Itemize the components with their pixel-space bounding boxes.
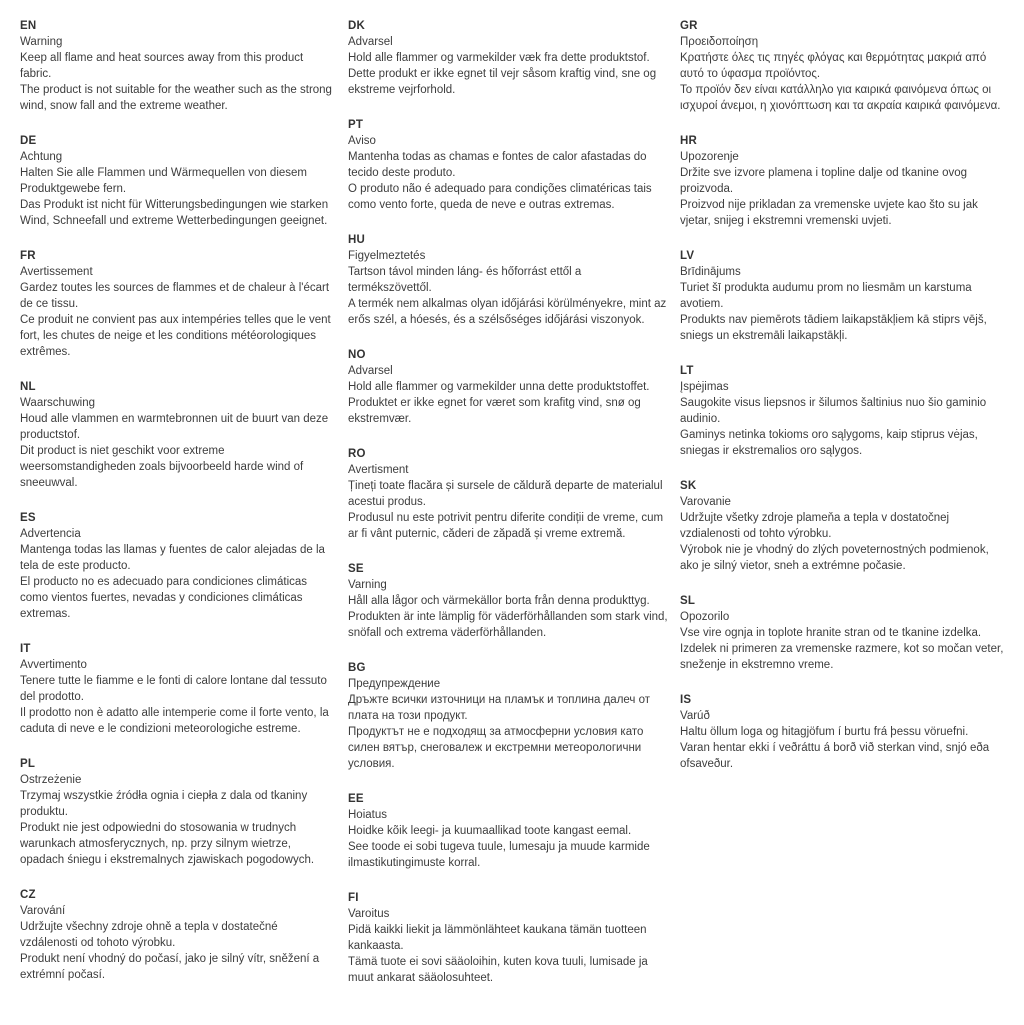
warning-paragraph: Ce produit ne convient pas aux intempéries telles que le vent fort, les chutes de neige et les conditions météorologiques extrêmes. xyxy=(20,314,331,358)
warning-title: Figyelmeztetés xyxy=(348,250,426,262)
column xyxy=(680,18,1010,1005)
language-code: RO xyxy=(348,448,366,460)
language-block xyxy=(20,133,336,229)
warning-paragraph: Mantenha todas as chamas e fontes de calor afastadas do tecido deste produto. xyxy=(348,151,647,179)
language-block xyxy=(680,692,1010,772)
warning-title: Ostrzeżenie xyxy=(20,774,82,786)
warning-paragraph: Das Produkt ist nicht für Witterungsbedingungen wie starken Wind, Schneefall und extreme Wetterbedingungen geeignet. xyxy=(20,199,329,227)
language-block xyxy=(680,248,1010,344)
language-block xyxy=(20,379,336,491)
language-block xyxy=(20,248,336,360)
language-block xyxy=(348,18,668,98)
language-block xyxy=(680,363,1010,459)
warning-paragraph: Proizvod nije prikladan za vremenske uvjete kao što su jak vjetar, snijeg i ekstremni vremenski uvjeti. xyxy=(680,199,978,227)
language-code: SE xyxy=(348,563,364,575)
warning-paragraph: Tartson távol minden láng- és hőforrást ettől a termékszövettől. xyxy=(348,266,582,294)
warning-title: Varúð xyxy=(680,710,710,722)
language-code: IT xyxy=(20,643,31,655)
language-block xyxy=(20,887,336,983)
language-block xyxy=(348,890,668,986)
warning-paragraph: El producto no es adecuado para condiciones climáticas como vientos fuertes, nevadas y condiciones climáticas extremas. xyxy=(20,576,308,620)
warning-paragraph: Varan hentar ekki í veðráttu á borð við sterkan vind, snjó eða ofsaveður. xyxy=(680,742,990,770)
warning-title: Įspėjimas xyxy=(680,381,729,393)
language-code: HU xyxy=(348,234,366,246)
column xyxy=(348,18,668,1005)
warning-paragraph: Saugokite visus liepsnos ir šilumos šaltinius nuo šio gaminio audinio. xyxy=(680,397,987,425)
warning-title: Προειδοποίηση xyxy=(680,36,759,48)
warning-title: Предупреждение xyxy=(348,678,441,690)
warning-paragraph: Halten Sie alle Flammen und Wärmequellen von diesem Produktgewebe fern. xyxy=(20,167,308,195)
language-block xyxy=(20,18,336,114)
warning-paragraph: The product is not suitable for the weather such as the strong wind, snow fall and the extreme weather. xyxy=(20,84,332,112)
language-block xyxy=(348,347,668,427)
warning-paragraph: Håll alla lågor och värmekällor borta från denna produkttyg. xyxy=(348,595,650,607)
warning-title: Varning xyxy=(348,579,387,591)
language-block xyxy=(348,561,668,641)
warning-paragraph: Hold alle flammer og varmekilder væk fra dette produktstof. xyxy=(348,52,650,64)
warning-title: Advertencia xyxy=(20,528,81,540)
warning-paragraph: Tämä tuote ei sovi sääoloihin, kuten kova tuuli, lumisade ja muut ankarat sääolosuhteet. xyxy=(348,956,648,984)
warning-paragraph: Haltu öllum loga og hitagjöfum í burtu frá þessu vöruefni. xyxy=(680,726,969,738)
language-code: PT xyxy=(348,119,364,131)
warning-title: Hoiatus xyxy=(348,809,387,821)
warning-title: Avertissement xyxy=(20,266,93,278)
warning-paragraph: Gardez toutes les sources de flammes et de chaleur à l'écart de ce tissu. xyxy=(20,282,330,310)
language-block xyxy=(680,478,1010,574)
language-block xyxy=(20,510,336,622)
warning-paragraph: Vse vire ognja in toplote hranite stran od te tkanine izdelka. xyxy=(680,627,982,639)
language-code: ES xyxy=(20,512,36,524)
language-code: SK xyxy=(680,480,697,492)
warning-title: Varovanie xyxy=(680,496,731,508)
warning-paragraph: Trzymaj wszystkie źródła ognia i ciepła z dala od tkaniny produktu. xyxy=(20,790,308,818)
language-block xyxy=(348,446,668,542)
warning-title: Achtung xyxy=(20,151,63,163)
warning-title: Avertisment xyxy=(348,464,409,476)
warning-title: Aviso xyxy=(348,135,376,147)
warning-paragraph: Udržujte všechny zdroje ohně a tepla v dostatečné vzdálenosti od tohoto výrobku. xyxy=(20,921,278,949)
language-block xyxy=(680,133,1010,229)
language-code: NL xyxy=(20,381,36,393)
warning-paragraph: Produkten är inte lämplig för väderförhållanden som stark vind, snöfall och extrema väderförhållanden. xyxy=(348,611,668,639)
column xyxy=(20,18,336,1005)
warning-paragraph: Продуктът не е подходящ за атмосферни условия като силен вятър, снеговалеж и екстремни метеорологични условия. xyxy=(348,726,644,770)
language-code: CZ xyxy=(20,889,36,901)
warning-paragraph: Gaminys netinka tokioms oro sąlygoms, kaip stiprus vėjas, sniegas ir ekstremalios oro sąlygos. xyxy=(680,429,978,457)
language-code: BG xyxy=(348,662,366,674)
language-block xyxy=(348,660,668,772)
warning-paragraph: Κρατήστε όλες τις πηγές φλόγας και θερμότητας μακριά από αυτό το ύφασμα προϊόντος. xyxy=(680,52,987,80)
language-code: NO xyxy=(348,349,366,361)
language-code: IS xyxy=(680,694,692,706)
language-code: SL xyxy=(680,595,696,607)
warning-title: Varování xyxy=(20,905,66,917)
warning-paragraph: See toode ei sobi tugeva tuule, lumesaju ja muude karmide ilmastikutingimuste korral. xyxy=(348,841,650,869)
warning-paragraph: Udržujte všetky zdroje plameňa a tepla v dostatočnej vzdialenosti od tohto výrobku. xyxy=(680,512,950,540)
warning-paragraph: Dette produkt er ikke egnet til vejr såsom kraftig vind, sne og ekstreme vejrforhold. xyxy=(348,68,657,96)
warning-paragraph: Výrobok nie je vhodný do zlých poveternostných podmienok, ako je silný vietor, sneh a extrémne počasie. xyxy=(680,544,989,572)
language-block xyxy=(20,756,336,868)
warning-title: Advarsel xyxy=(348,36,393,48)
language-code: HR xyxy=(680,135,698,147)
warning-paragraph: Držite sve izvore plamena i topline dalje od tkanine ovog proizvoda. xyxy=(680,167,968,195)
warning-paragraph: Mantenga todas las llamas y fuentes de calor alejadas de la tela de este producto. xyxy=(20,544,325,572)
language-code: PL xyxy=(20,758,36,770)
warning-paragraph: Дръжте всички източници на пламък и топлина далеч от плата на този продукт. xyxy=(348,694,651,722)
language-block xyxy=(20,641,336,737)
warning-paragraph: Produkt není vhodný do počasí, jako je silný vítr, sněžení a extrémní počasí. xyxy=(20,953,320,981)
warning-title: Opozorilo xyxy=(680,611,730,623)
language-block xyxy=(680,18,1010,114)
warning-title: Waarschuwing xyxy=(20,397,95,409)
warning-paragraph: Hold alle flammer og varmekilder unna dette produktstoffet. xyxy=(348,381,650,393)
warning-paragraph: Țineți toate flacăra și sursele de căldură departe de materialul acestui produs. xyxy=(348,480,663,508)
warning-paragraph: Produkt nie jest odpowiedni do stosowania w trudnych warunkach atmosferycznych, np. przy silnym wietrze, opadach śniegu i ekstremalnych zjawiskach pogodowych. xyxy=(20,822,315,866)
language-code: FR xyxy=(20,250,36,262)
warning-title: Brīdinājums xyxy=(680,266,741,278)
language-block xyxy=(348,791,668,871)
warning-title: Warning xyxy=(20,36,63,48)
warning-paragraph: Produsul nu este potrivit pentru diferite condiții de vreme, cum ar fi vânt puternic, căderi de zăpadă și vreme extremă. xyxy=(348,512,664,540)
warning-paragraph: Produkts nav piemērots tādiem laikapstākļiem kā stiprs vējš, sniegs un ekstremāli laikapstākļi. xyxy=(680,314,987,342)
language-code: DK xyxy=(348,20,366,32)
warning-paragraph: Turiet šī produkta audumu prom no liesmām un karstuma avotiem. xyxy=(680,282,972,310)
warning-title: Varoitus xyxy=(348,908,390,920)
warning-paragraph: A termék nem alkalmas olyan időjárási körülményekre, mint az erős szél, a hóesés, és a szélsőséges időjárási viszonyok. xyxy=(348,298,667,326)
warning-paragraph: Pidä kaikki liekit ja lämmönlähteet kaukana tämän tuotteen kankaasta. xyxy=(348,924,647,952)
warning-paragraph: Dit product is niet geschikt voor extreme weersomstandigheden zoals bijvoorbeeld harde wind of sneeuwval. xyxy=(20,445,304,489)
warning-title: Avvertimento xyxy=(20,659,87,671)
language-block xyxy=(348,232,668,328)
language-code: LV xyxy=(680,250,695,262)
warning-paragraph: Tenere tutte le fiamme e le fonti di calore lontane dal tessuto del prodotto. xyxy=(20,675,327,703)
language-code: DE xyxy=(20,135,37,147)
warning-paragraph: Izdelek ni primeren za vremenske razmere, kot so močan veter, sneženje in ekstremno vreme. xyxy=(680,643,1004,671)
language-code: FI xyxy=(348,892,359,904)
language-block xyxy=(680,593,1010,673)
warning-paragraph: Houd alle vlammen en warmtebronnen uit de buurt van deze productstof. xyxy=(20,413,329,441)
warning-paragraph: Il prodotto non è adatto alle intemperie come il forte vento, la caduta di neve e le condizioni meteorologiche estreme. xyxy=(20,707,329,735)
language-code: EE xyxy=(348,793,364,805)
warning-paragraph: Hoidke kõik leegi- ja kuumaallikad toote kangast eemal. xyxy=(348,825,632,837)
warning-paragraph: Το προϊόν δεν είναι κατάλληλο για καιρικά φαινόμενα όπως οι ισχυροί άνεμοι, η χιονόπτωση και τα ακραία καιρικά φαινόμενα. xyxy=(680,84,1001,112)
warning-paragraph: Keep all flame and heat sources away from this product fabric. xyxy=(20,52,304,80)
warning-title: Upozorenje xyxy=(680,151,739,163)
language-block xyxy=(348,117,668,213)
language-code: EN xyxy=(20,20,37,32)
language-code: LT xyxy=(680,365,694,377)
warning-paragraph: Produktet er ikke egnet for været som krafitg vind, snø og ekstremvær. xyxy=(348,397,641,425)
warning-title: Advarsel xyxy=(348,365,393,377)
language-code: GR xyxy=(680,20,698,32)
warning-paragraph: O produto não é adequado para condições climatéricas tais como vento forte, queda de neve e outras extremas. xyxy=(348,183,652,211)
